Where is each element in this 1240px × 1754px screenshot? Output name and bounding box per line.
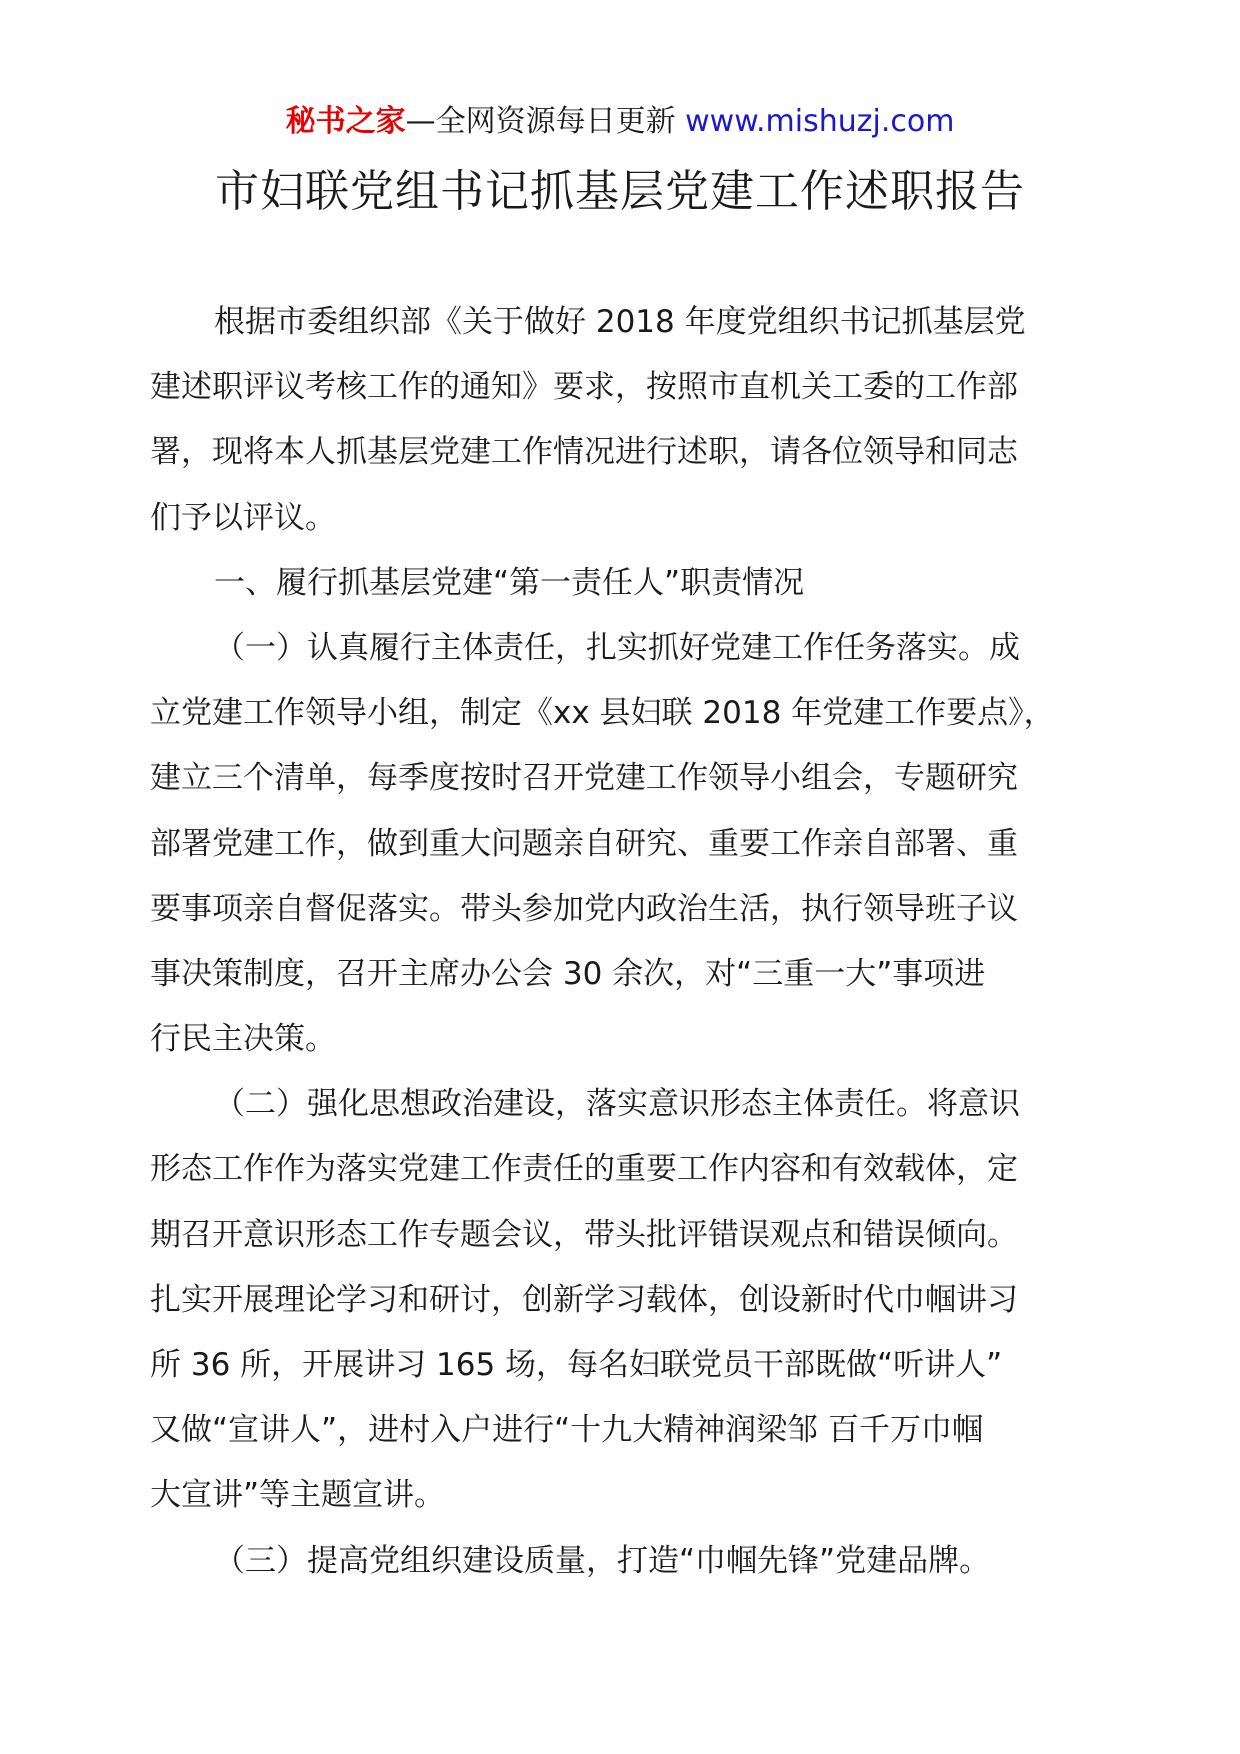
- document-title: 市妇联党组书记抓基层党建工作述职报告: [215, 166, 1025, 217]
- paragraph-line: 又做“宣讲人”，进村入户进行“十九大精神润梁邹 百千万巾帼: [150, 1412, 984, 1449]
- paragraph-line: 建述职评议考核工作的通知》要求，按照市直机关工委的工作部: [150, 369, 1018, 406]
- paragraph-line: 部署党建工作，做到重大问题亲自研究、重要工作亲自部署、重: [150, 825, 1018, 862]
- paragraph-line: 形态工作作为落实党建工作责任的重要工作内容和有效载体，定: [150, 1151, 1018, 1188]
- paragraph-line: （二）强化思想政治建设，落实意识形态主体责任。将意识: [214, 1086, 1020, 1123]
- paragraph-line: 所 36 所，开展讲习 165 场，每名妇联党员干部既做“听讲人”: [150, 1347, 1003, 1383]
- paragraph-line: 建立三个清单，每季度按时召开党建工作领导小组会，专题研究: [150, 760, 1018, 797]
- paragraph-line: 署，现将本人抓基层党建工作情况进行述职，请各位领导和同志: [150, 434, 1018, 471]
- paragraph-line: 立党建工作领导小组，制定《xx 县妇联 2018 年党建工作要点》，: [150, 695, 1055, 732]
- paragraph-line: 扎实开展理论学习和研讨，创新学习载体，创设新时代巾帼讲习: [150, 1281, 1018, 1318]
- paragraph-line: 大宣讲”等主题宣讲。: [150, 1477, 446, 1514]
- paragraph-line: 们予以评议。: [150, 499, 336, 536]
- paragraph-line: （三）提高党组织建设质量，打造“巾帼先锋”党建品牌。: [214, 1542, 991, 1579]
- paragraph-line: （一）认真履行主体责任，扎实抓好党建工作任务落实。成: [214, 629, 1020, 666]
- site-url-link[interactable]: www.mishuzj.com: [685, 104, 955, 139]
- paragraph-line: 期召开意识形态工作专题会议，带头批评错误观点和错误倾向。: [150, 1216, 1018, 1253]
- paragraph-line: 事决策制度，召开主席办公会 30 余次，对“三重一大”事项进: [150, 955, 986, 992]
- section-heading: 一、履行抓基层党建“第一责任人”职责情况: [214, 564, 805, 601]
- paragraph-line: 要事项亲自督促落实。带头参加党内政治生活，执行领导班子议: [150, 890, 1018, 927]
- paragraph-line: 根据市委组织部《关于做好 2018 年度党组织书记抓基层党: [214, 304, 1026, 340]
- paragraph-line: 行民主决策。: [150, 1021, 336, 1058]
- brand-name: 秘书之家: [285, 104, 406, 139]
- site-header: [0, 100, 1240, 144]
- document-body: [150, 290, 1095, 1594]
- header-tagline: —全网资源每日更新: [405, 104, 686, 139]
